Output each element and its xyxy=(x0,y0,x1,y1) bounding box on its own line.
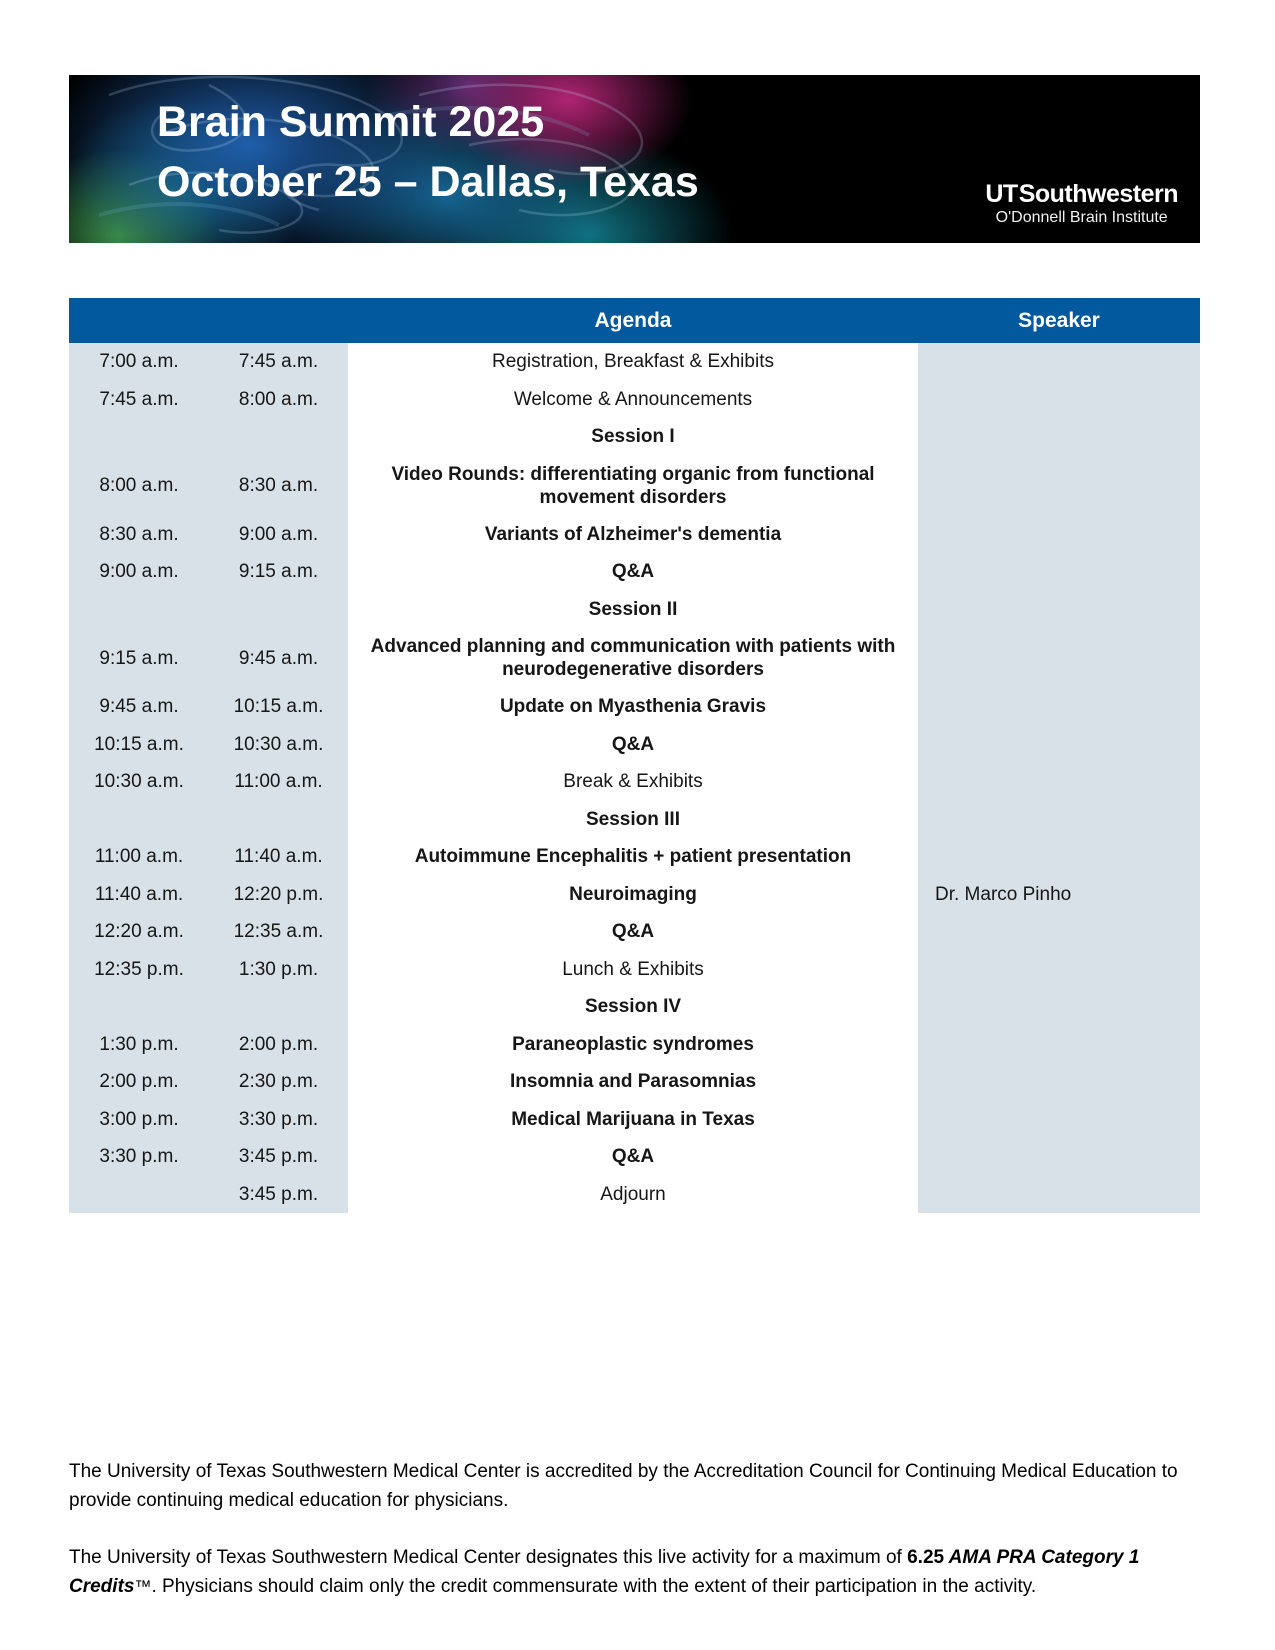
agenda-table-body xyxy=(69,343,1200,1213)
agenda-item: Medical Marijuana in Texas xyxy=(348,1101,918,1139)
event-banner xyxy=(69,75,1200,243)
agenda-row xyxy=(69,1176,1200,1214)
speaker-name xyxy=(918,456,1200,516)
agenda-row xyxy=(69,838,1200,876)
agenda-row xyxy=(69,763,1200,801)
speaker-name xyxy=(918,988,1200,1026)
agenda-item: Q&A xyxy=(348,1138,918,1176)
end-time: 10:15 a.m. xyxy=(209,688,348,726)
designation-paragraph xyxy=(69,1544,1200,1601)
agenda-table-header xyxy=(69,298,1200,343)
end-time xyxy=(209,801,348,839)
speaker-name xyxy=(918,1176,1200,1214)
agenda-row xyxy=(69,1026,1200,1064)
designation-prefix: The University of Texas Southwestern Medical Center designates this live activity for a maximum of xyxy=(69,1547,908,1568)
agenda-row xyxy=(69,1063,1200,1101)
end-time: 12:35 a.m. xyxy=(209,913,348,951)
utsw-logo-name: Southwestern xyxy=(1018,180,1178,208)
end-time: 9:00 a.m. xyxy=(209,516,348,554)
end-time: 8:30 a.m. xyxy=(209,456,348,516)
utsw-logo xyxy=(985,181,1178,227)
start-time xyxy=(69,591,209,629)
speaker-name xyxy=(918,951,1200,989)
agenda-table xyxy=(69,298,1200,1213)
start-time: 12:20 a.m. xyxy=(69,913,209,951)
agenda-item: Q&A xyxy=(348,726,918,764)
start-time-column-header xyxy=(69,298,209,343)
start-time: 7:00 a.m. xyxy=(69,343,209,381)
end-time xyxy=(209,591,348,629)
speaker-name xyxy=(918,726,1200,764)
end-time: 1:30 p.m. xyxy=(209,951,348,989)
agenda-row xyxy=(69,951,1200,989)
end-time: 11:40 a.m. xyxy=(209,838,348,876)
trademark-symbol: ™ xyxy=(134,1576,152,1596)
end-time: 2:30 p.m. xyxy=(209,1063,348,1101)
end-time: 7:45 a.m. xyxy=(209,343,348,381)
agenda-item: Paraneoplastic syndromes xyxy=(348,1026,918,1064)
agenda-item: Adjourn xyxy=(348,1176,918,1214)
speaker-name xyxy=(918,591,1200,629)
agenda-row xyxy=(69,688,1200,726)
end-time-column-header xyxy=(209,298,348,343)
start-time: 9:45 a.m. xyxy=(69,688,209,726)
start-time: 2:00 p.m. xyxy=(69,1063,209,1101)
event-title-line2: October 25 – Dallas, Texas xyxy=(157,158,699,206)
accreditation-paragraph: The University of Texas Southwestern Medical Center is accredited by the Accreditation Council for Continuing Medical Education to provide continuing medical education for physicians. xyxy=(69,1461,1178,1511)
speaker-name xyxy=(918,553,1200,591)
speaker-name xyxy=(918,343,1200,381)
agenda-item: Q&A xyxy=(348,553,918,591)
end-time xyxy=(209,988,348,1026)
end-time: 2:00 p.m. xyxy=(209,1026,348,1064)
agenda-item: Break & Exhibits xyxy=(348,763,918,801)
start-time: 3:30 p.m. xyxy=(69,1138,209,1176)
agenda-item: Update on Myasthenia Gravis xyxy=(348,688,918,726)
utsw-logo-institute: O'Donnell Brain Institute xyxy=(995,209,1168,226)
session-row xyxy=(69,801,1200,839)
start-time: 11:40 a.m. xyxy=(69,876,209,914)
agenda-item: Session I xyxy=(348,418,918,456)
agenda-row xyxy=(69,876,1200,914)
designation-suffix: . Physicians should claim only the credit commensurate with the extent of their participation in the activity. xyxy=(151,1575,1037,1597)
start-time xyxy=(69,1176,209,1214)
end-time: 3:30 p.m. xyxy=(209,1101,348,1139)
agenda-row xyxy=(69,456,1200,516)
end-time: 11:00 a.m. xyxy=(209,763,348,801)
agenda-item: Autoimmune Encephalitis + patient presentation xyxy=(348,838,918,876)
speaker-name xyxy=(918,1138,1200,1176)
end-time: 9:45 a.m. xyxy=(209,628,348,688)
agenda-row xyxy=(69,628,1200,688)
agenda-row xyxy=(69,553,1200,591)
speaker-name xyxy=(918,801,1200,839)
start-time: 9:00 a.m. xyxy=(69,553,209,591)
agenda-row xyxy=(69,1138,1200,1176)
agenda-row xyxy=(69,1101,1200,1139)
end-time xyxy=(209,418,348,456)
speaker-name xyxy=(918,1063,1200,1101)
speaker-name xyxy=(918,628,1200,688)
session-row xyxy=(69,988,1200,1026)
agenda-item: Video Rounds: differentiating organic from functional movement disorders xyxy=(348,456,918,516)
agenda-item: Neuroimaging xyxy=(348,876,918,914)
speaker-name xyxy=(918,1026,1200,1064)
speaker-name xyxy=(918,418,1200,456)
speaker-name: Dr. Marco Pinho xyxy=(918,876,1200,914)
start-time: 1:30 p.m. xyxy=(69,1026,209,1064)
end-time: 12:20 p.m. xyxy=(209,876,348,914)
agenda-item: Q&A xyxy=(348,913,918,951)
agenda-column-header: Agenda xyxy=(594,308,672,332)
speaker-column-header: Speaker xyxy=(1018,308,1100,332)
start-time: 10:15 a.m. xyxy=(69,726,209,764)
agenda-item: Session II xyxy=(348,591,918,629)
speaker-name xyxy=(918,1101,1200,1139)
agenda-item: Lunch & Exhibits xyxy=(348,951,918,989)
credits-value: 6.25 xyxy=(907,1547,945,1568)
start-time xyxy=(69,418,209,456)
start-time: 8:30 a.m. xyxy=(69,516,209,554)
speaker-name xyxy=(918,516,1200,554)
agenda-item: Registration, Breakfast & Exhibits xyxy=(348,343,918,381)
agenda-row xyxy=(69,913,1200,951)
start-time: 10:30 a.m. xyxy=(69,763,209,801)
start-time: 8:00 a.m. xyxy=(69,456,209,516)
session-row xyxy=(69,418,1200,456)
speaker-name xyxy=(918,838,1200,876)
end-time: 3:45 p.m. xyxy=(209,1138,348,1176)
start-time xyxy=(69,988,209,1026)
agenda-item: Session IV xyxy=(348,988,918,1026)
agenda-item: Session III xyxy=(348,801,918,839)
speaker-name xyxy=(918,763,1200,801)
agenda-item: Advanced planning and communication with patients with neurodegenerative disorders xyxy=(348,628,918,688)
speaker-name xyxy=(918,688,1200,726)
end-time: 8:00 a.m. xyxy=(209,381,348,419)
end-time: 3:45 p.m. xyxy=(209,1176,348,1214)
session-row xyxy=(69,591,1200,629)
start-time: 12:35 p.m. xyxy=(69,951,209,989)
agenda-item: Welcome & Announcements xyxy=(348,381,918,419)
event-title-line1: Brain Summit 2025 xyxy=(157,98,545,146)
end-time: 10:30 a.m. xyxy=(209,726,348,764)
speaker-name xyxy=(918,913,1200,951)
agenda-item: Variants of Alzheimer's dementia xyxy=(348,516,918,554)
utsw-logo-wordmark xyxy=(985,181,1178,207)
start-time: 3:00 p.m. xyxy=(69,1101,209,1139)
agenda-row xyxy=(69,381,1200,419)
credits-name: AMA PRA Category 1 Credits xyxy=(69,1547,1140,1597)
utsw-logo-ut: UT xyxy=(985,180,1018,208)
start-time xyxy=(69,801,209,839)
speaker-name xyxy=(918,381,1200,419)
start-time: 9:15 a.m. xyxy=(69,628,209,688)
end-time: 9:15 a.m. xyxy=(209,553,348,591)
start-time: 7:45 a.m. xyxy=(69,381,209,419)
agenda-row xyxy=(69,516,1200,554)
agenda-row xyxy=(69,343,1200,381)
agenda-row xyxy=(69,726,1200,764)
accreditation-footer xyxy=(69,1458,1200,1630)
start-time: 11:00 a.m. xyxy=(69,838,209,876)
agenda-item: Insomnia and Parasomnias xyxy=(348,1063,918,1101)
